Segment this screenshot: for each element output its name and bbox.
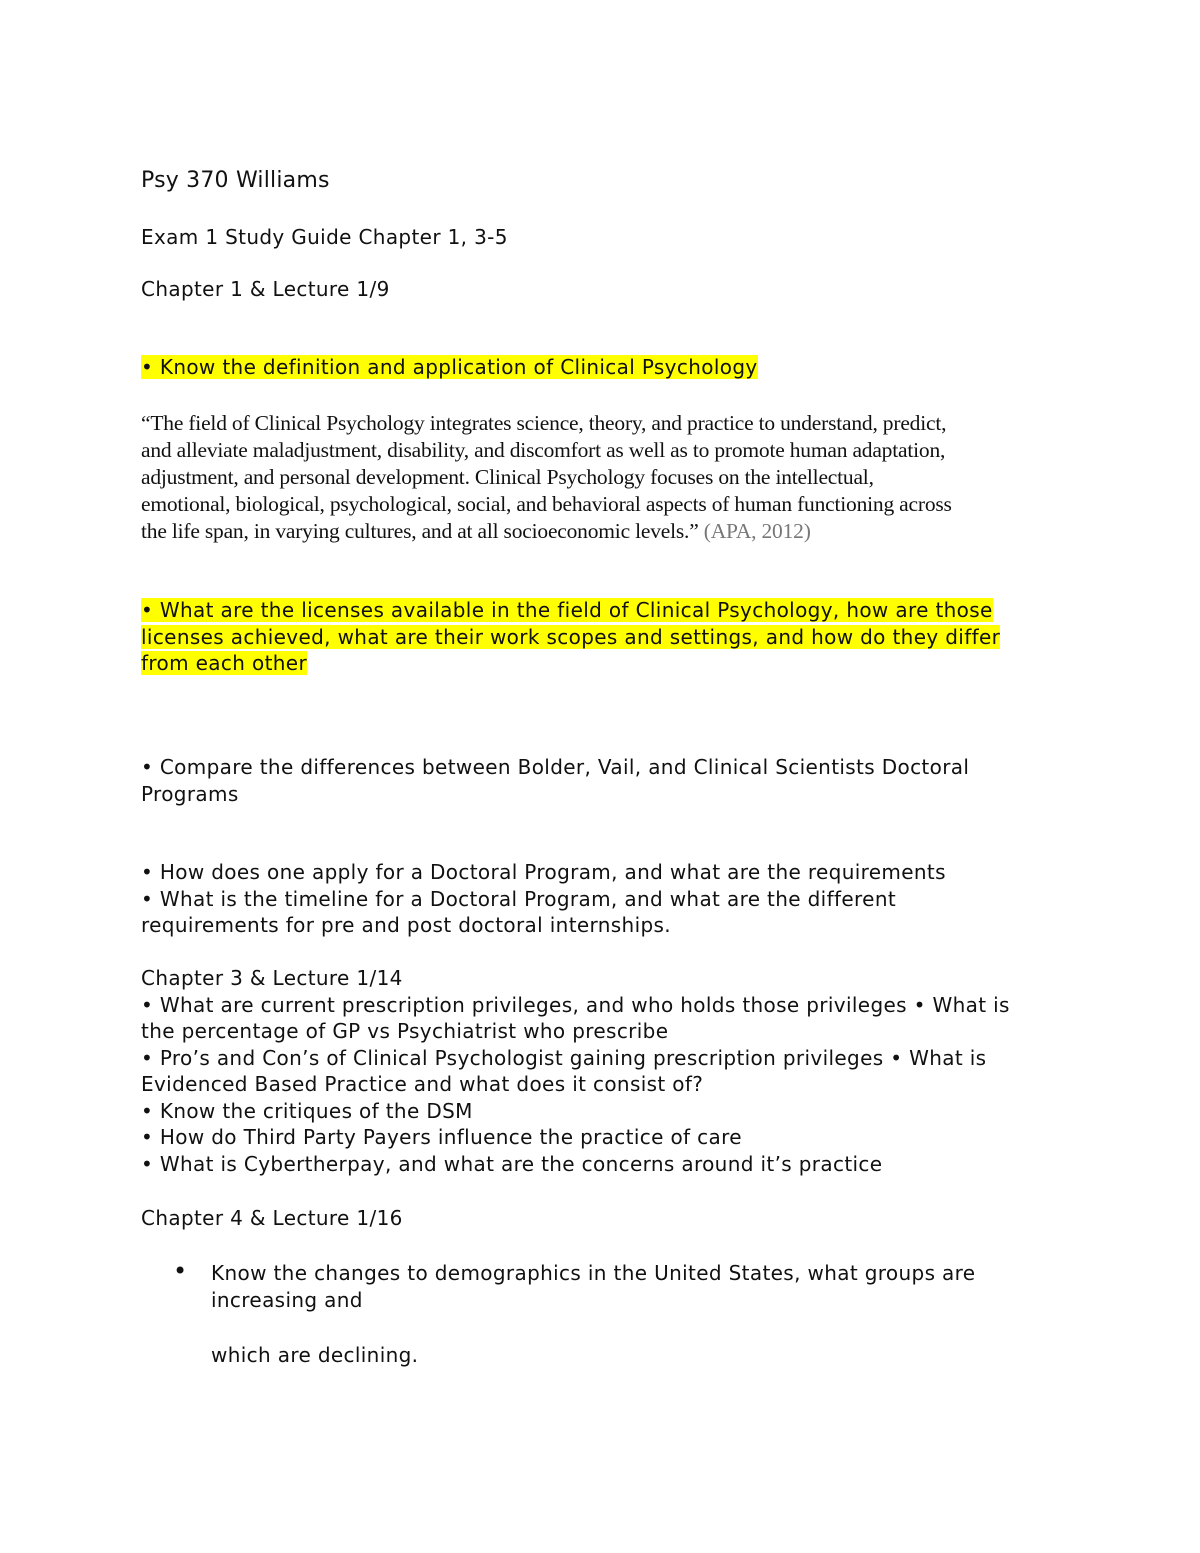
- list-item-line: which are declining.: [211, 1343, 419, 1367]
- highlighted-text: • What are the licenses available in the field of Clinical Psychology, how are those: [141, 598, 993, 622]
- quote-line: “The field of Clinical Psychology integrates science, theory, and practice to understand, predict,: [141, 411, 947, 435]
- list-item-line: increasing and: [211, 1287, 363, 1312]
- quote-line: adjustment, and personal development. Clinical Psychology focuses on the intellectual,: [141, 465, 874, 489]
- chapter-1-item-licenses: [141, 597, 1000, 677]
- list-item-line: • What is Cybertherpay, and what are the concerns around it’s practice: [141, 1151, 883, 1176]
- list-item-line: Programs: [141, 781, 239, 806]
- document-title: Psy 370 Williams: [141, 168, 330, 193]
- quote-line: [141, 518, 952, 545]
- document-subtitle: Exam 1 Study Guide Chapter 1, 3-5: [141, 225, 508, 249]
- bullet-icon: •: [173, 1257, 188, 1285]
- list-item-line: • Know the critiques of the DSM: [141, 1098, 473, 1123]
- list-item-line: • How do Third Party Payers influence the practice of care: [141, 1125, 742, 1149]
- list-item-line: • Compare the differences between Bolder, Vail, and Clinical Scientists Doctoral: [141, 755, 970, 779]
- chapter-4-heading: Chapter 4 & Lecture 1/16: [141, 1206, 403, 1230]
- chapter-3-section: [141, 965, 1010, 1177]
- chapter-1-item-definition: [141, 354, 758, 381]
- list-item-line: • What are current prescription privileges, and who holds those privileges • What is: [141, 992, 1010, 1017]
- chapter-3-heading: Chapter 3 & Lecture 1/14: [141, 966, 403, 990]
- quote-line: emotional, biological, psychological, social, and behavioral aspects of human functioning across: [141, 492, 952, 516]
- list-item-line: • How does one apply for a Doctoral Program, and what are the requirements: [141, 860, 946, 884]
- chapter-1-heading: Chapter 1 & Lecture 1/9: [141, 277, 390, 301]
- highlighted-text: licenses achieved, what are their work scopes and settings, and how do they differ: [141, 624, 1001, 649]
- list-item-line: the percentage of GP vs Psychiatrist who prescribe: [141, 1019, 669, 1043]
- apa-definition-quote: [141, 410, 952, 545]
- chapter-1-item-doctoral: [141, 859, 946, 939]
- list-item-line: • What is the timeline for a Doctoral Program, and what are the different: [141, 886, 897, 911]
- list-item-line: Evidenced Based Practice and what does it consist of?: [141, 1072, 704, 1096]
- highlighted-text: from each other: [141, 651, 308, 675]
- quote-line: and alleviate maladjustment, disability, and discomfort as well as to promote human adaptation,: [141, 438, 946, 462]
- chapter-1-item-compare-programs: [141, 754, 969, 807]
- list-item-line: requirements for pre and post doctoral internships.: [141, 913, 672, 937]
- quote-line-text: the life span, in varying cultures, and at all socioeconomic levels.”: [141, 519, 699, 543]
- quote-citation: (APA, 2012): [703, 519, 811, 543]
- list-item-line: Know the changes to demographics in the United States, what groups are: [211, 1261, 976, 1285]
- list-item-line: • Pro’s and Con’s of Clinical Psychologist gaining prescription privileges • What is: [141, 1045, 987, 1070]
- chapter-4-item-demographics: [211, 1260, 975, 1313]
- highlighted-text: • Know the definition and application of Clinical Psychology: [141, 355, 758, 379]
